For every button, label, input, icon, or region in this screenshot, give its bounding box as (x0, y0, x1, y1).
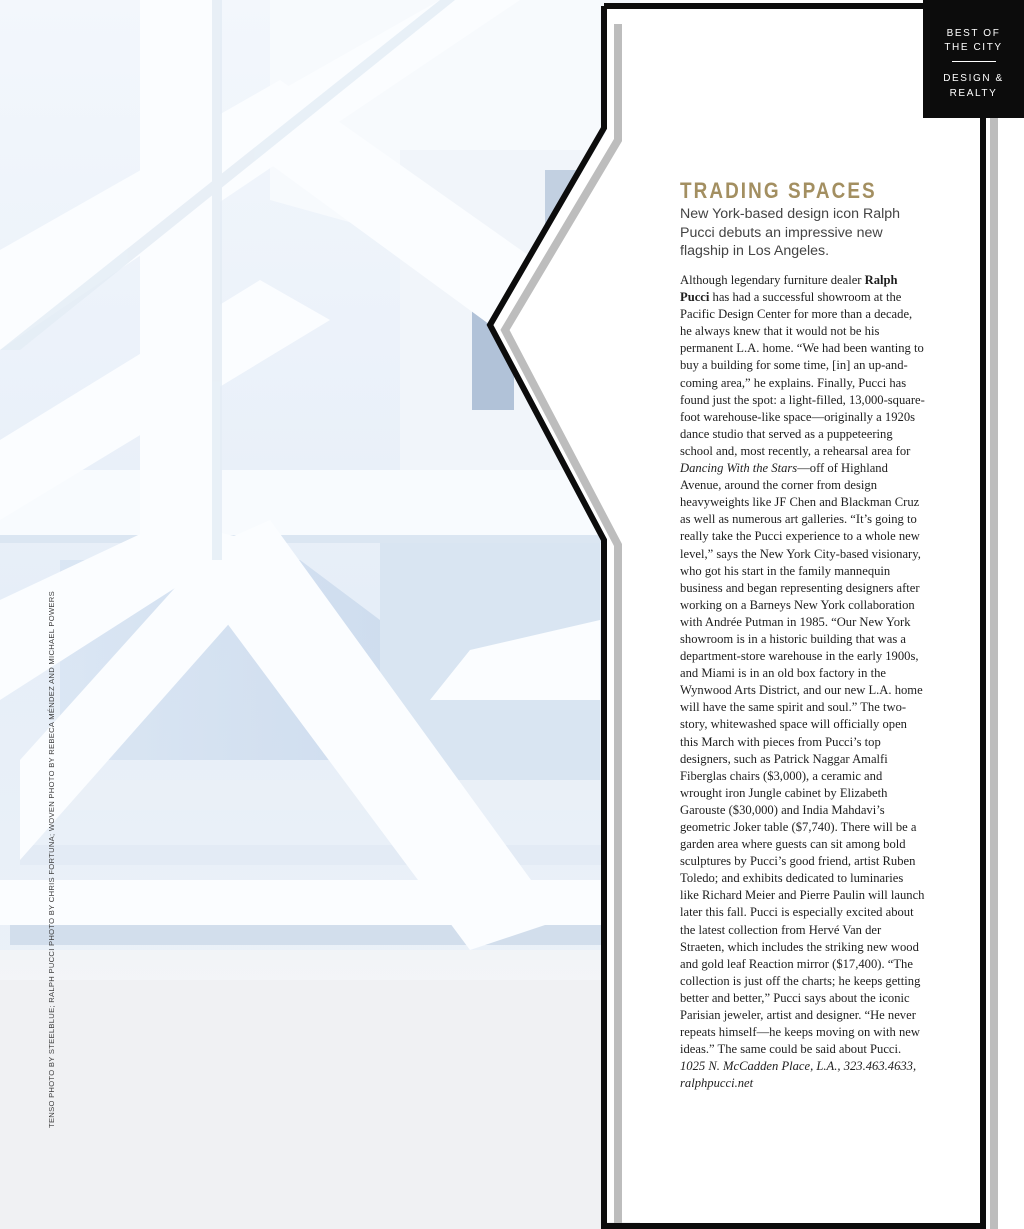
badge-line-best-of: BEST OF (946, 28, 1001, 39)
badge-title (923, 27, 1024, 55)
article-headline: TRADING SPACES (680, 178, 877, 203)
photo-credit: TENSO PHOTO BY STEELBLUE; RALPH PUCCI PHOTO BY CHRIS FORTUNA; WOVEN PHOTO BY REBECA MÉNDEZ AND MICHAEL POWERS (47, 591, 56, 1128)
badge-divider (952, 61, 996, 62)
section-badge (923, 0, 1024, 118)
body-show-title: Dancing With the Stars (680, 461, 798, 476)
showroom-address: 1025 N. McCadden Place, L.A., 323.463.4633, ralphpucci.net (680, 1059, 917, 1091)
article-body (680, 272, 925, 1093)
badge-line-realty: REALTY (949, 88, 998, 99)
article-paragraph (680, 272, 925, 1093)
body-name-bold: Ralph Pucci (680, 273, 898, 305)
body-intro: Although legendary furniture dealer (680, 273, 865, 287)
article-deck: New York-based design icon Ralph Pucci debuts an impressive new flagship in Los Angeles. (680, 206, 901, 259)
badge-subtitle (923, 71, 1024, 101)
body-part-1: has had a successful showroom at the Pacific Design Center for more than a decade, he always knew that it would not be his permanent L.A. home. “We had been wanting to buy a building for some time, [in] an up-and-coming area,” he explains. Finally, Pucci has found just the spot: a light-filled, 13,000-square-foot warehouse-like space—originally a 1920s dance studio that served as a puppeteering school and, most recently, a rehearsal area for (680, 290, 925, 458)
badge-line-design: DESIGN & (943, 73, 1004, 84)
badge-line-the-city: THE CITY (944, 42, 1003, 53)
body-part-2: —off of Highland Avenue, around the corner from design heavyweights like JF Chen and Blackman Cruz as well as numerous art galleries. “It’s going to really take the Pucci experience to a whole new level,” says the New York City-based visionary, who got his start in the family mannequin business and began representing designers after working on a Barneys New York collaboration with Andrée Putman in 1985. “Our New York showroom is in a historic building that was a department-store warehouse in the early 1900s, and Miami is in an old box factory in the Wynwood Arts District, and our new L.A. home will have the same spirit and soul.” The two-story, whitewashed space will officially open this March with pieces from Pucci’s top designers, such as Patrick Naggar Amalfi Fiberglas chairs ($3,000), a ceramic and wrought iron Jungle cabinet by Elizabeth Garouste ($30,000) and India Mahdavi’s geometric Joker table ($7,740). There will be a garden area where guests can sit among bold sculptures by Pucci’s good friend, artist Ruben Toledo; and exhibits dedicated to luminaries like Richard Meier and Pierre Paulin will launch later this fall. Pucci is especially excited about the latest collection from Hervé Van der Straeten, which includes the striking new wood and gold leaf Reaction mirror ($17,400). “The collection is just off the charts; he keeps getting better and better,” Pucci says about the iconic Parisian jeweler, artist and designer. “He never repeats himself—he keeps moving on with new ideas.” The same could be said about Pucci. (680, 461, 925, 1057)
